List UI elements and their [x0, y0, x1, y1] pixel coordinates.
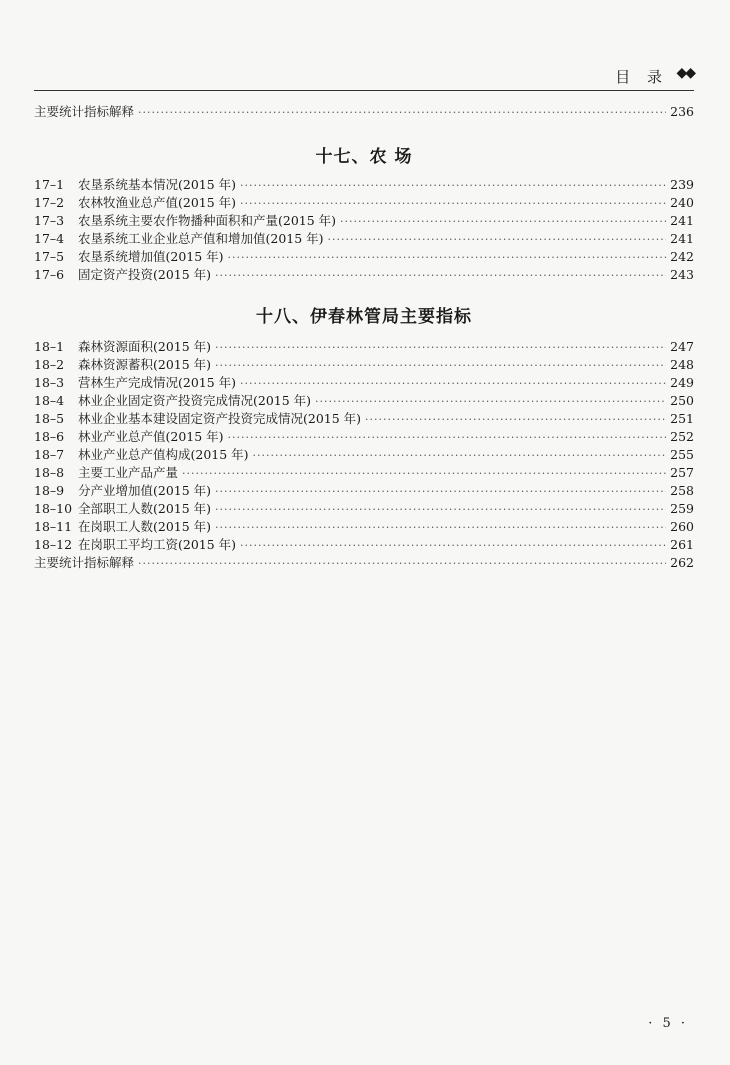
- page-number: · 5 ·: [648, 1016, 688, 1031]
- toc-entry-number: 18–2: [34, 357, 65, 372]
- toc-entry-number: 18–7: [34, 447, 65, 462]
- toc-entry-page: 257: [670, 465, 694, 480]
- toc-entry-page: 236: [670, 104, 694, 119]
- toc-entry-page: 241: [670, 231, 694, 246]
- section-heading-18: 十八、伊春林管局主要指标: [256, 307, 472, 327]
- toc-entry-number: 17–2: [34, 195, 65, 210]
- toc-leader-dots: [240, 537, 666, 555]
- toc-entry-number: 18–5: [34, 411, 65, 426]
- toc-entry-title: 农垦系统基本情况(2015 年): [78, 177, 237, 192]
- toc-entry-page: 239: [670, 177, 694, 192]
- toc-entry-page: 258: [670, 483, 694, 498]
- toc-entry-number: 17–5: [34, 249, 65, 264]
- toc-entry-number: 18–9: [34, 483, 65, 498]
- toc-entry-title: 营林生产完成情况(2015 年): [78, 375, 237, 390]
- toc-entry-number: 18–12: [34, 537, 73, 552]
- toc-leader-dots: [138, 104, 666, 122]
- toc-entry[interactable]: [34, 266, 694, 284]
- toc-entry-number: 17–1: [34, 177, 65, 192]
- toc-entry-title: 主要统计指标解释: [34, 555, 135, 570]
- toc-entry-page: 259: [670, 501, 694, 516]
- toc-entry-title: 在岗职工人数(2015 年): [78, 519, 212, 534]
- toc-leader-dots: [215, 357, 666, 375]
- toc-entry-title: 森林资源蓄积(2015 年): [78, 357, 212, 372]
- toc-entry-number: 18–11: [34, 519, 73, 534]
- section-heading-17: 十七、农 场: [315, 147, 413, 167]
- toc-entry-number: 17–3: [34, 213, 65, 228]
- toc-entry-number: 18–10: [34, 501, 73, 516]
- toc-entry-number: 18–3: [34, 375, 65, 390]
- toc-leader-dots: [215, 483, 666, 501]
- toc-entry[interactable]: [34, 464, 694, 482]
- toc-entry[interactable]: [34, 410, 694, 428]
- toc-entry-title: 林业产业总产值构成(2015 年): [78, 447, 249, 462]
- toc-entry-title: 农垦系统增加值(2015 年): [78, 249, 224, 264]
- toc-entry[interactable]: [34, 500, 694, 518]
- toc-entry-page: 261: [670, 537, 694, 552]
- toc-entry-title: 农垦系统主要农作物播种面积和产量(2015 年): [78, 213, 337, 228]
- toc-entry-title: 主要工业产品产量: [78, 465, 179, 480]
- toc-entry[interactable]: [34, 194, 694, 212]
- toc-entry-page: 255: [670, 447, 694, 462]
- toc-leader-dots: [228, 429, 666, 447]
- toc-leader-dots: [215, 501, 666, 519]
- toc-leader-dots: [340, 213, 666, 231]
- toc-entry[interactable]: [34, 338, 694, 356]
- toc-entry[interactable]: [34, 248, 694, 266]
- page-header: [34, 64, 694, 91]
- toc-entry-title: 固定资产投资(2015 年): [78, 267, 212, 282]
- toc-entry-number: 17–6: [34, 267, 65, 282]
- toc-entry-title: 在岗职工平均工资(2015 年): [78, 537, 237, 552]
- toc-entry[interactable]: [34, 446, 694, 464]
- toc-leader-dots: [328, 231, 666, 249]
- toc-entry[interactable]: [34, 356, 694, 374]
- header-label: 目 录: [615, 68, 668, 86]
- toc-entry[interactable]: [34, 212, 694, 230]
- toc-entry-page: 250: [670, 393, 694, 408]
- toc-entry[interactable]: [34, 374, 694, 392]
- toc-entry-number: 18–4: [34, 393, 65, 408]
- toc-leader-dots: [253, 447, 666, 465]
- toc-entry-number: 18–8: [34, 465, 65, 480]
- toc-leader-dots: [138, 555, 666, 573]
- toc-entry-number: 18–6: [34, 429, 65, 444]
- toc-entry-title: 全部职工人数(2015 年): [78, 501, 212, 516]
- toc-entry[interactable]: [34, 482, 694, 500]
- toc-entry-title: 农林牧渔业总产值(2015 年): [78, 195, 237, 210]
- toc-entry[interactable]: [34, 103, 694, 121]
- toc-entry-page: 240: [670, 195, 694, 210]
- toc-entry-page: 251: [670, 411, 694, 426]
- toc-entry-page: 260: [670, 519, 694, 534]
- toc-leader-dots: [315, 393, 666, 411]
- toc-leader-dots: [240, 195, 666, 213]
- toc-entry-page: 248: [670, 357, 694, 372]
- toc-entry[interactable]: [34, 428, 694, 446]
- toc-leader-dots: [365, 411, 666, 429]
- toc-entry-title: 农垦系统工业企业总产值和增加值(2015 年): [78, 231, 324, 246]
- toc-entry-page: 252: [670, 429, 694, 444]
- toc-entry-page: 249: [670, 375, 694, 390]
- toc-leader-dots: [215, 267, 666, 285]
- toc-leader-dots: [240, 177, 666, 195]
- diamond-icon: ◆◆: [676, 65, 694, 81]
- toc-entry[interactable]: [34, 518, 694, 536]
- toc-entry-number: 17–4: [34, 231, 65, 246]
- toc-entry-page: 241: [670, 213, 694, 228]
- toc-entry-title: 林业产业总产值(2015 年): [78, 429, 224, 444]
- toc-entry-page: 243: [670, 267, 694, 282]
- toc-leader-dots: [215, 519, 666, 537]
- toc-entry[interactable]: [34, 392, 694, 410]
- toc-entry-page: 247: [670, 339, 694, 354]
- toc-entry-title: 林业企业基本建设固定资产投资完成情况(2015 年): [78, 411, 362, 426]
- toc-entry-title: 林业企业固定资产投资完成情况(2015 年): [78, 393, 312, 408]
- toc-entry-number: 18–1: [34, 339, 65, 354]
- toc-entry-title: 分产业增加值(2015 年): [78, 483, 212, 498]
- toc-leader-dots: [182, 465, 666, 483]
- toc-entry-page: 262: [670, 555, 694, 570]
- toc-entry[interactable]: [34, 230, 694, 248]
- toc-entry-title: 主要统计指标解释: [34, 104, 135, 119]
- toc-leader-dots: [240, 375, 666, 393]
- toc-entry-page: 242: [670, 249, 694, 264]
- toc-leader-dots: [228, 249, 666, 267]
- toc-leader-dots: [215, 339, 666, 357]
- toc-entry[interactable]: [34, 176, 694, 194]
- toc-entry[interactable]: [34, 554, 694, 572]
- toc-entry-title: 森林资源面积(2015 年): [78, 339, 212, 354]
- toc-entry[interactable]: [34, 536, 694, 554]
